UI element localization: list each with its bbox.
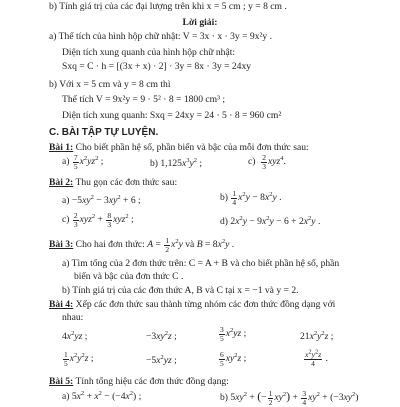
exercise-1-heading <box>49 143 309 153</box>
exercise-1-item-a: a) $\frac{7}{5}$ $x^2yz^2$ ; <box>62 153 104 171</box>
exercise-4-heading <box>49 300 335 310</box>
exercise-2-item-b: b) $\frac{1}{4}$ $x^2y - 8x^2y$ . <box>220 189 282 207</box>
exercise-3-text: Cho hai đơn thức: <box>73 239 145 251</box>
exercise-2-heading <box>49 178 177 188</box>
solution-a-area-label: Diện tích xung quanh của hình hộp chữ nhật: <box>62 47 236 58</box>
solution-title: Lời giải: <box>182 17 218 28</box>
exercise-1-label: Bài 1: <box>49 142 74 153</box>
exercise-5-item-b: b) $5xy^2$ + (− $\frac{1}{2}$ $xy^2$) + $\frac{3}{4}$ $xy^2 + (-3xy^2)$ <box>220 389 359 407</box>
exercise-4-term-4: $21x^2y^2z$ ; <box>300 329 334 342</box>
exercise-1-item-b: b) $1,125x^3y^2$ ; <box>150 156 203 169</box>
exercise-3-heading: Bài 3: Cho hai đơn thức: A = $\frac{1}{2}$ $x^2y$ và $B = 8x^2y$ . <box>49 236 235 254</box>
exercise-1-text: Cho biết phần hệ số, phần biến và bậc của mỗi đơn thức sau: <box>73 142 309 153</box>
exercise-2-item-a: $a) -5xy^2 - 3xy^2 + 6$ ; <box>62 193 141 206</box>
solution-a-volume: a) Thể tích của hình hộp chữ nhật: V = 3x · x · 3y = 9x²y . <box>49 31 272 42</box>
exercise-5-item-a: a) $5x^2 + x^2 - (-4x^2)$ ; <box>62 389 142 402</box>
exercise-4-term-8: $\frac{x^2y^2z}{4}$ . <box>305 348 328 368</box>
solution-b-intro: b) Với x = 5 cm và y = 8 cm thì <box>49 79 171 90</box>
exercise-2-item-d: d) $2x^2y - 9x^2y - 6 + 2x^2y$ . <box>220 214 321 227</box>
exercise-2-item-c: c) $\frac{2}{3}$ xyz$^2$ + $\frac{8}{3}$ xyz$^2$ ; <box>62 211 134 229</box>
exercise-4-term-5: $\frac{1}{5}$ $x^2y^2z$ ; <box>64 350 94 368</box>
exercise-3-part-a: a) Tìm tổng của 2 đơn thức trên: C = A + B và cho biết phần hệ số, phần <box>62 258 340 269</box>
solution-a-area-formula: Sxq = C · h = [(3x + x) · 2] · 3y = 8x · 3y = 24xy <box>62 61 252 72</box>
exercise-4-term-2: $-3xy^2z$ ; <box>146 329 177 342</box>
exercise-4-text: Xếp các đơn thức sau thành từng nhóm các đơn thức đồng dạng với <box>73 299 336 310</box>
solution-b-volume: Thể tích V = 9x²y = 9 · 5² · 8 = 1800 cm³ ; <box>62 94 226 105</box>
exercise-4-term-3: $\frac{3}{5}$ $x^2yz$ ; <box>220 325 247 343</box>
section-c-title: C. BÀI TẬP TỰ LUYỆN. <box>49 127 159 138</box>
exercise-3-part-b: b) Tính giá trị của các đơn thức A, B và C tại x = −1 và y = 2. <box>62 285 299 296</box>
exercise-4-term-1: $4x^2yz$ ; <box>62 329 88 342</box>
previous-question-line: b) Tính giá trị của các đại lượng trên khi x = 5 cm ; y = 8 cm . <box>49 1 287 12</box>
exercise-2-text: Thu gọn các đơn thức sau: <box>73 177 178 188</box>
exercise-4-term-7: $\frac{6}{5}$ $xy^2z$ ; <box>220 350 247 368</box>
exercise-5-label: Bài 5: <box>49 376 74 387</box>
exercise-3-part-a-cont: biến và bậc của đơn thức C . <box>74 271 184 282</box>
exercise-2-label: Bài 2: <box>49 177 74 188</box>
exercise-4-term-6: $-5x^2yz$ ; <box>146 353 177 366</box>
exercise-1-item-c: c) $\frac{2}{3}$ xyz$^4$. <box>248 153 286 171</box>
solution-b-area: Diện tích xung quanh: Sxq = 24xy = 24 · 5 · 8 = 960 cm² <box>62 110 282 121</box>
exercise-5-heading <box>49 377 229 387</box>
exercise-5-text: Tính tổng hiệu các đơn thức đồng dạng: <box>73 376 229 387</box>
exercise-4-heading-cont: nhau: <box>62 312 84 323</box>
exercise-3-label: Bài 3: <box>49 239 74 251</box>
exercise-4-label: Bài 4: <box>49 299 74 310</box>
